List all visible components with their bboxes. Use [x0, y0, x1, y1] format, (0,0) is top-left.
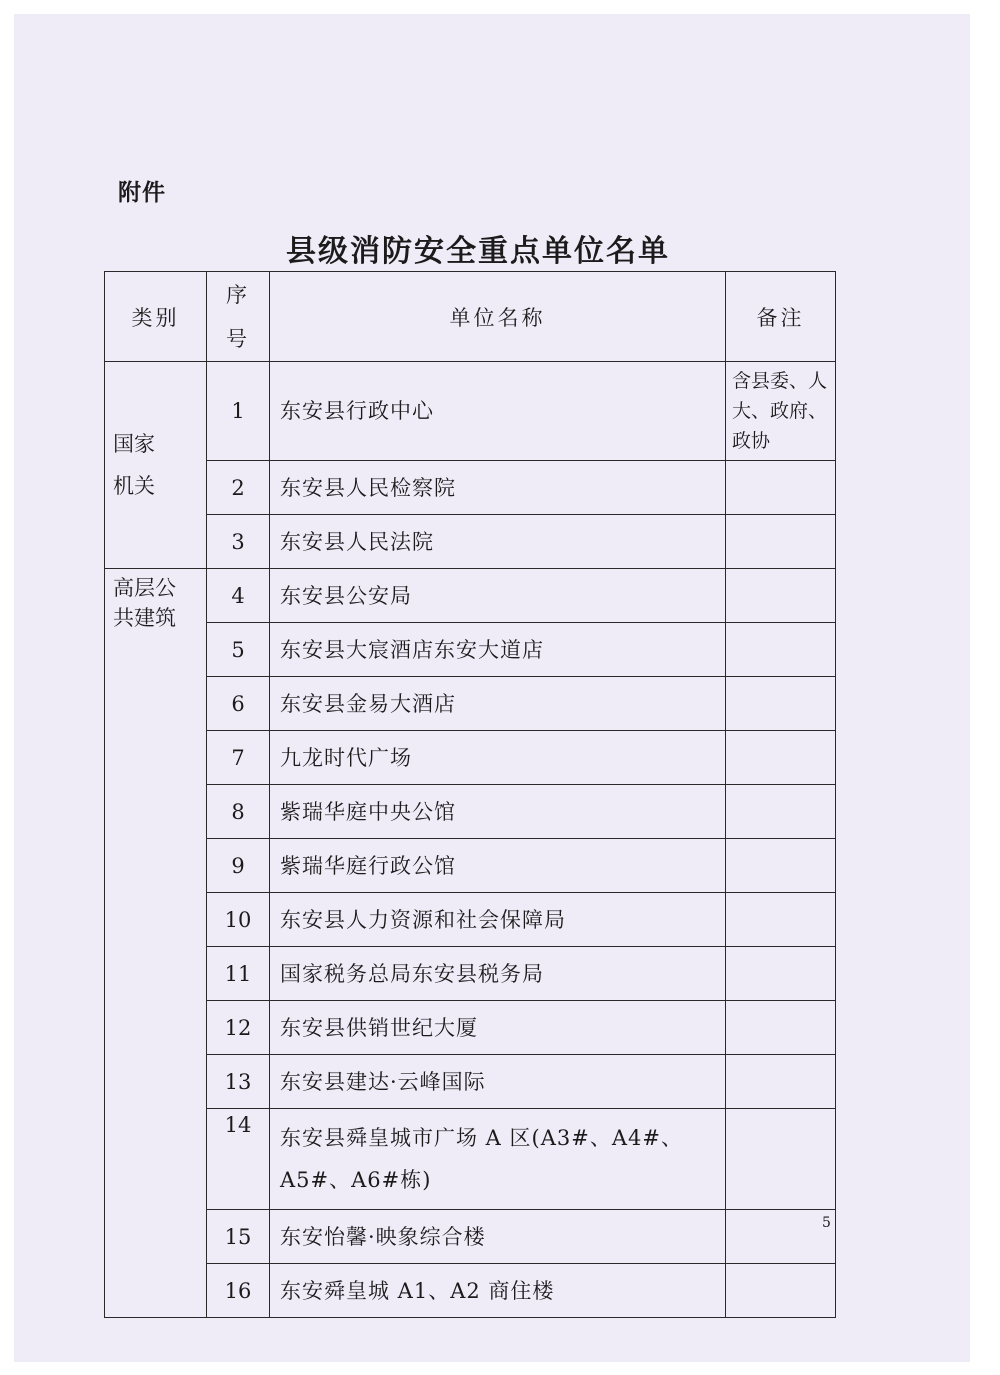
table-row: 10 东安县人力资源和社会保障局: [105, 893, 836, 947]
attachment-label: 附件: [118, 180, 166, 206]
page-title: 县级消防安全重点单位名单: [286, 234, 670, 269]
table-row: 15 东安怡馨·映象综合楼: [105, 1210, 836, 1264]
table-row: 16 东安舜皇城 A1、A2 商住楼: [105, 1264, 836, 1318]
table-row: 13 东安县建达·云峰国际: [105, 1055, 836, 1109]
table-row: 11 国家税务总局东安县税务局: [105, 947, 836, 1001]
header-seq: 序 号: [207, 272, 270, 362]
table-row: 12 东安县供销世纪大厦: [105, 1001, 836, 1055]
header-category: 类别: [105, 272, 207, 362]
table-row: 6 东安县金易大酒店: [105, 677, 836, 731]
header-note: 备注: [726, 272, 836, 362]
table-row: 7 九龙时代广场: [105, 731, 836, 785]
header-name: 单位名称: [270, 272, 726, 362]
table-row: 9 紫瑞华庭行政公馆: [105, 839, 836, 893]
table-row: 国家 机关 1 东安县行政中心 含县委、人大、政府、政协: [105, 362, 836, 461]
unit-list-table: [104, 271, 836, 1318]
table-row: 5 东安县大宸酒店东安大道店: [105, 623, 836, 677]
page-number: 5: [822, 1215, 831, 1231]
table-row: 14 东安县舜皇城市广场 A 区(A3#、A4#、A5#、A6#栋): [105, 1109, 836, 1210]
category-highrise: 高层公 共建筑: [105, 569, 207, 1318]
category-government: 国家 机关: [105, 362, 207, 569]
table-row: 8 紫瑞华庭中央公馆: [105, 785, 836, 839]
table-row: 2 东安县人民检察院: [105, 461, 836, 515]
table-row: 高层公 共建筑 4 东安县公安局: [105, 569, 836, 623]
table-row: 3 东安县人民法院: [105, 515, 836, 569]
table-header-row: [105, 272, 836, 362]
